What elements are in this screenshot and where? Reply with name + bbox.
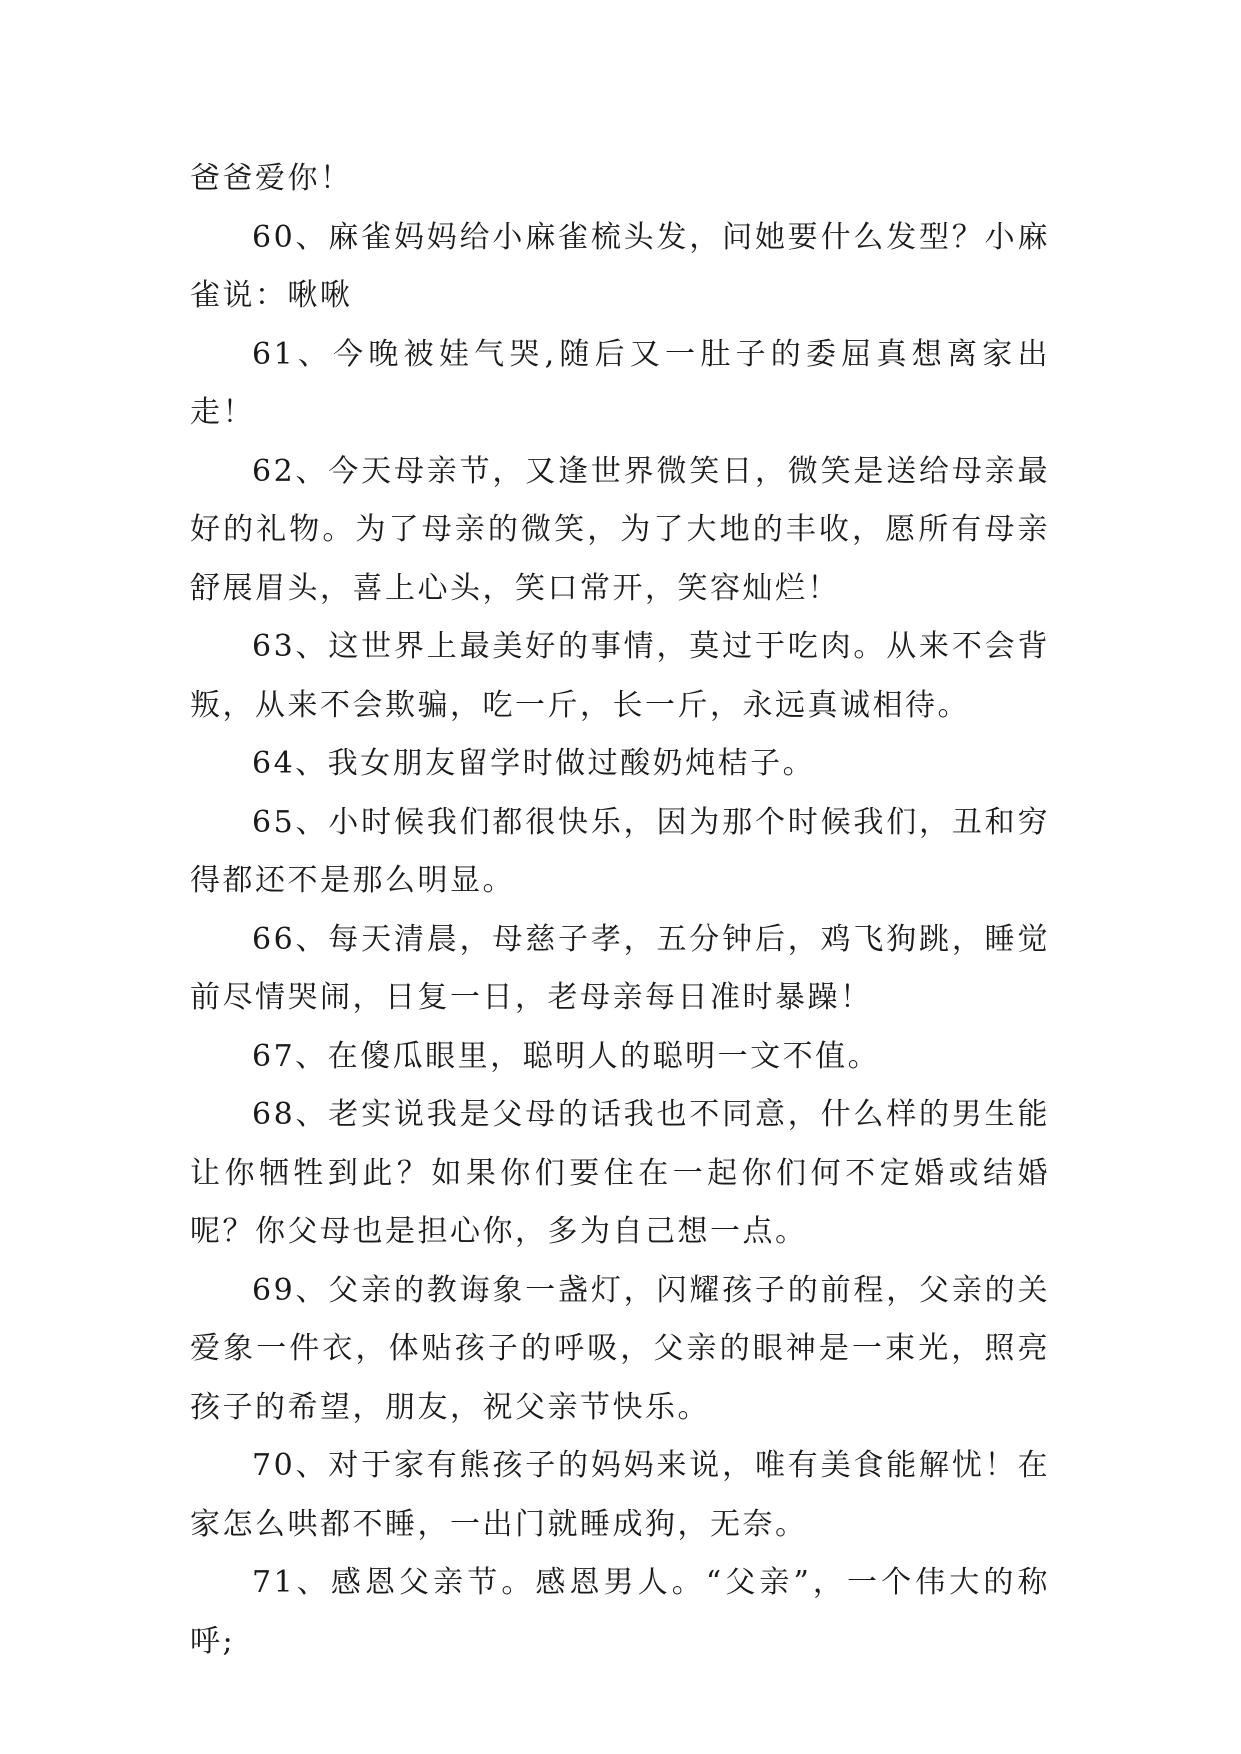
paragraph: 71、感恩父亲节。感恩男人。“父亲”，一个伟大的称呼; <box>190 1565 1050 1659</box>
document-body <box>190 150 1050 1671</box>
paragraph: 爸爸爱你！ <box>190 161 353 196</box>
paragraph: 64、我女朋友留学时做过酸奶炖桔子。 <box>252 746 816 781</box>
paragraph: 60、麻雀妈妈给小麻雀梳头发，问她要什么发型？小麻雀说：啾啾 <box>190 219 1050 313</box>
paragraph: 63、这世界上最美好的事情，莫过于吃肉。从来不会背叛，从来不会欺骗，吃一斤，长一斤，永远真诚相待。 <box>190 629 1050 723</box>
paragraph: 65、小时候我们都很快乐，因为那个时候我们，丑和穷得都还不是那么明显。 <box>190 804 1050 898</box>
paragraph: 62、今天母亲节，又逢世界微笑日，微笑是送给母亲最好的礼物。为了母亲的微笑，为了大地的丰收，愿所有母亲舒展眉头，喜上心头，笑口常开，笑容灿烂！ <box>190 453 1050 606</box>
paragraph: 66、每天清晨，母慈子孝，五分钟后，鸡飞狗跳，睡觉前尽情哭闹，日复一日，老母亲每日准时暴躁！ <box>190 921 1050 1015</box>
paragraph: 68、老实说我是父母的话我也不同意，什么样的男生能让你牺牲到此？如果你们要住在一起你们何不定婚或结婚呢？你父母也是担心你，多为自己想一点。 <box>190 1097 1050 1249</box>
paragraph: 70、对于家有熊孩子的妈妈来说，唯有美食能解忧！在家怎么哄都不睡，一出门就睡成狗，无奈。 <box>190 1448 1050 1542</box>
paragraph: 67、在傻瓜眼里，聪明人的聪明一文不值。 <box>252 1038 881 1074</box>
paragraph: 61、今晚被娃气哭,随后又一肚子的委屈真想离家出走！ <box>190 336 1050 430</box>
paragraph: 69、父亲的教诲象一盏灯，闪耀孩子的前程，父亲的关爱象一件衣，体贴孩子的呼吸，父亲的眼神是一束光，照亮孩子的希望，朋友，祝父亲节快乐。 <box>190 1272 1050 1425</box>
